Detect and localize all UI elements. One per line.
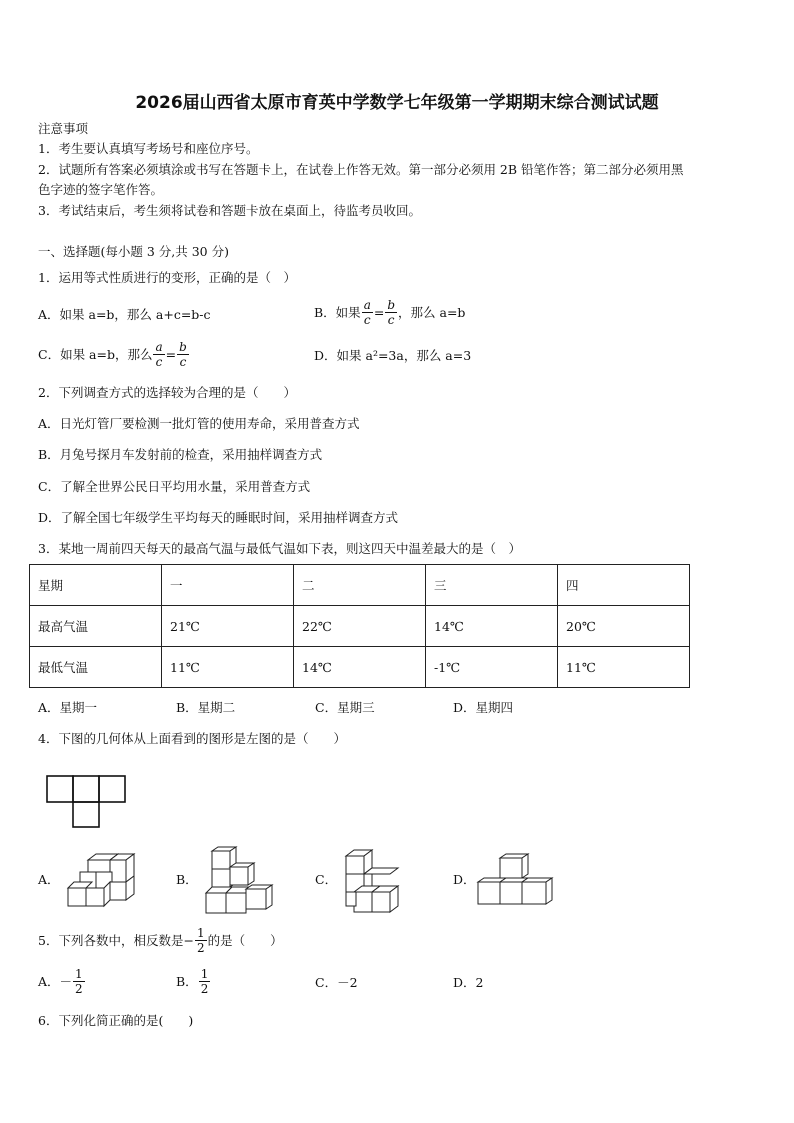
table-cell: 四 [558, 565, 690, 606]
option-a [38, 967, 86, 996]
question-stem: 3．某地一周前四天每天的最高气温与最低气温如下表，则这四天中温差最大的是（ ） [38, 541, 521, 556]
table-cell: -1℃ [426, 647, 558, 688]
option-c: C．－2 [315, 975, 358, 990]
notice-item: 1．考生要认真填写考场号和座位序号。 [38, 141, 259, 156]
option-d: D．2 [453, 975, 484, 990]
top-view-figure [46, 775, 128, 829]
option-b: B．星期二 [176, 700, 236, 715]
notice-item: 色字迹的签字笔作答。 [38, 182, 164, 197]
section-heading: 一、选择题(每小题 3 分,共 30 分) [38, 244, 229, 259]
table-cell: 二 [294, 565, 426, 606]
table-cell: 21℃ [162, 606, 294, 647]
stem-text: 的是（ ） [207, 932, 283, 948]
table-cell: 14℃ [294, 647, 426, 688]
option-a: A．日光灯管厂要检测一批灯管的使用寿命，采用普查方式 [38, 416, 360, 431]
option-text: ，那么 a=b [398, 304, 466, 320]
option-c: C．了解全世界公民日平均用水量，采用普查方式 [38, 479, 311, 494]
cube-solid-a [66, 852, 138, 912]
notice-item: 3．考试结束后，考生须将试卷和答题卡放在桌面上，待监考员收回。 [38, 203, 421, 218]
table-cell: 14℃ [426, 606, 558, 647]
page-title: 2026届山西省太原市育英中学数学七年级第一学期期末综合测试试题 [135, 93, 659, 113]
table-cell: 最低气温 [30, 647, 162, 688]
question-stem [38, 926, 283, 955]
option-b: B． [176, 872, 198, 887]
option-a: A． [38, 872, 60, 887]
notice-item: 2．试题所有答案必须填涂或书写在答题卡上，在试卷上作答无效。第一部分必须用 2B 铅笔作答；第二部分必须用黑 [38, 162, 684, 177]
table-cell: 一 [162, 565, 294, 606]
option-c: C．星期三 [315, 700, 375, 715]
fraction: $\frac{b}{c}$ [387, 298, 396, 327]
option-b [314, 298, 465, 327]
fraction: $\frac{a}{c}$ [155, 340, 163, 369]
temperature-table [29, 564, 690, 688]
option-b: B．月兔号探月车发射前的检查，采用抽样调查方式 [38, 447, 323, 462]
table-cell: 20℃ [558, 606, 690, 647]
fraction: $\frac{b}{c}$ [179, 340, 187, 369]
fraction: $\frac{1}{2}$ [196, 926, 205, 955]
cube-solid-b [204, 845, 274, 917]
question-stem: 6．下列化简正确的是( ) [38, 1013, 194, 1028]
table-cell: 星期 [30, 565, 162, 606]
option-d: D．如果 a²=3a，那么 a=3 [314, 348, 472, 363]
option-c: C． [315, 872, 338, 887]
equals-sign: = [165, 346, 177, 362]
equals-sign: = [373, 304, 385, 320]
question-stem: 1．运用等式性质进行的变形，正确的是（ ） [38, 270, 296, 285]
option-a: A．星期一 [38, 700, 98, 715]
table-cell: 11℃ [162, 647, 294, 688]
option-d: D．了解全国七年级学生平均每天的睡眠时间，采用抽样调查方式 [38, 510, 399, 525]
option-label: B． [176, 973, 198, 989]
question-stem: 4．下图的几何体从上面看到的图形是左图的是（ ） [38, 731, 346, 746]
option-b [176, 967, 211, 996]
option-label: A．－ [38, 973, 73, 989]
option-label: C．如果 a=b，那么 [38, 346, 153, 362]
stem-text: 5．下列各数中，相反数是− [38, 932, 194, 948]
cube-solid-c [342, 848, 404, 916]
table-cell: 11℃ [558, 647, 690, 688]
fraction: $\frac{1}{2}$ [200, 967, 209, 996]
option-label: B．如果 [314, 304, 361, 320]
option-d: D． [453, 872, 476, 887]
notice-heading: 注意事项 [38, 121, 89, 136]
option-d: D．星期四 [453, 700, 514, 715]
fraction: $\frac{a}{c}$ [363, 298, 371, 327]
table-row [30, 647, 690, 688]
table-cell: 22℃ [294, 606, 426, 647]
table-row [30, 565, 690, 606]
option-c [38, 340, 190, 369]
cube-solid-d [476, 852, 556, 908]
option-a: A．如果 a=b，那么 a+c=b-c [38, 307, 211, 322]
question-stem: 2．下列调查方式的选择较为合理的是（ ） [38, 385, 296, 400]
fraction: $\frac{1}{2}$ [75, 967, 83, 996]
table-row [30, 606, 690, 647]
table-cell: 最高气温 [30, 606, 162, 647]
table-cell: 三 [426, 565, 558, 606]
